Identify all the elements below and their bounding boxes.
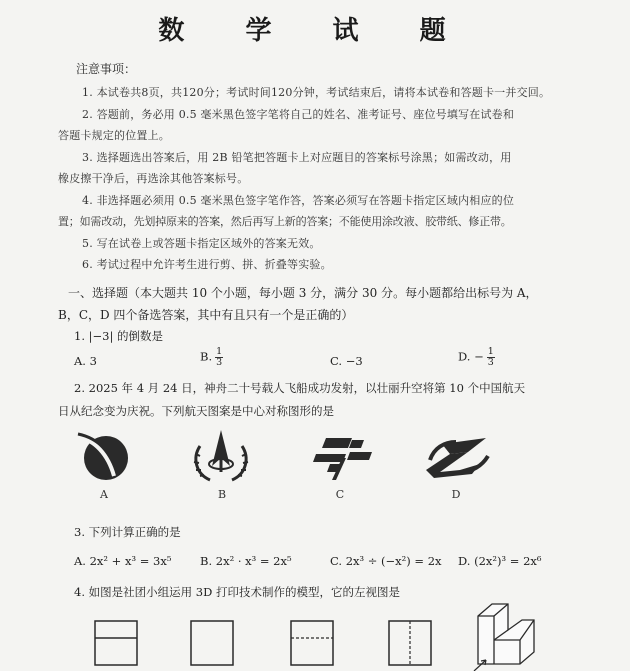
q2-label-a: A: [100, 488, 108, 501]
question-2-stem-cont: 日从纪念变为庆祝。下列航天图案是中心对称图形的是: [58, 404, 334, 418]
question-1-stem: 1. |−3| 的倒数是: [74, 329, 163, 343]
q4-3d-model-icon: [470, 600, 536, 671]
q3-option-d: D. (2x²)³ = 2x⁶: [458, 554, 542, 568]
notice-line: 橡皮擦干净后，再选涂其他答案标号。: [58, 172, 249, 185]
space-logo-c-icon: [312, 432, 376, 482]
q4-view-a-icon: [94, 620, 138, 666]
q1-option-d: D. − $\frac{1}{3}$: [458, 346, 494, 368]
notice-line: 置；如需改动，先划掉原来的答案，然后再写上新的答案；不能使用涂改液、胶带纸、修正带。: [58, 215, 512, 228]
space-logo-d-icon: [420, 434, 498, 480]
question-4-stem: 4. 如图是社团小组运用 3D 打印技术制作的模型，它的左视图是: [74, 585, 400, 599]
section-heading-cont: B，C，D 四个备选答案，其中有且只有一个是正确的）: [58, 308, 354, 322]
notice-line: 5. 写在试卷上或答题卡指定区域外的答案无效。: [82, 237, 321, 250]
q3-option-c: C. 2x³ ÷ (−x²) = 2x: [330, 554, 442, 568]
q2-label-c: C: [335, 488, 345, 501]
notice-line: 2. 答题前，务必用 0.5 毫米黑色签字笔将自己的姓名、准考证号、座位号填写在试卷和: [82, 108, 515, 121]
notice-line: 1. 本试卷共8页，共120分；考试时间120分钟，考试结束后，请将本试卷和答题卡一并交回。: [82, 86, 551, 99]
q2-label-d: D: [451, 488, 461, 501]
q1-option-a: A. 3: [74, 354, 97, 368]
notice-line: 答题卡规定的位置上。: [58, 129, 170, 142]
notice-heading: 注意事项：: [76, 62, 137, 76]
q4-view-c-icon: [290, 620, 334, 666]
space-logo-b-icon: [188, 428, 254, 486]
q1-option-c: C. −3: [330, 354, 363, 368]
q2-label-b: B: [217, 488, 227, 501]
notice-line: 4. 非选择题必须用 0.5 毫米黑色签字笔作答，答案必须写在答题卡指定区域内相应的位: [82, 194, 515, 207]
page-title: 数 学 试 题: [158, 16, 472, 46]
notice-line: 3. 选择题选出答案后，用 2B 铅笔把答题卡上对应题目的答案标号涂黑；如需改动，用: [82, 151, 512, 164]
section-heading: 一、选择题（本大题共 10 个小题，每小题 3 分，满分 30 分。每小题都给出标号为 A，: [68, 286, 538, 300]
q4-view-b-icon: [190, 620, 234, 666]
notice-line: 6. 考试过程中允许考生进行剪、拼、折叠等实验。: [82, 258, 332, 271]
space-logo-a-icon: [76, 430, 132, 482]
q3-option-a: A. 2x² + x³ = 3x⁵: [74, 554, 172, 568]
question-2-stem: 2. 2025 年 4 月 24 日，神舟二十号载人飞船成功发射，以壮丽升空将第 10 个中国航天: [74, 381, 526, 395]
question-3-stem: 3. 下列计算正确的是: [74, 525, 181, 539]
q3-option-b: B. 2x² · x³ = 2x⁵: [200, 554, 292, 568]
q4-view-d-icon: [388, 620, 432, 666]
q1-option-b: B. $\frac{1}{3}$: [200, 346, 223, 368]
